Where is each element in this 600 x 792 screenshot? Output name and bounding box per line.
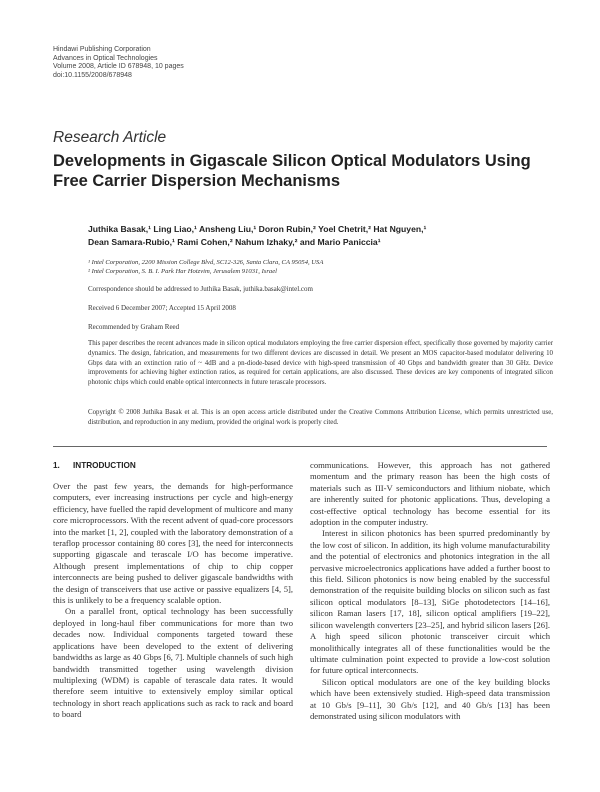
- article-type: Research Article: [53, 129, 167, 146]
- authors-line-1: Juthika Basak,¹ Ling Liao,¹ Ansheng Liu,¹ Doron Rubin,² Yoel Chetrit,² Hat Nguyen,¹: [88, 224, 427, 234]
- doi: doi:10.1155/2008/678948: [53, 71, 132, 79]
- affiliations: [88, 258, 323, 277]
- section-number: 1.: [53, 461, 60, 470]
- affiliation-1: ¹ Intel Corporation, 2200 Mission College Blvd, SC12-326, Santa Clara, CA 95054, USA: [88, 259, 324, 266]
- received-dates: Received 6 December 2007; Accepted 15 April 2008: [88, 304, 236, 312]
- copyright-notice: Copyright © 2008 Juthika Basak et al. This is an open access article distributed under the Creative Commons Attribution License, which permits unrestricted use, distribution, and reproduction in any medium, provided the original work is properly cited.: [88, 409, 553, 426]
- volume-info: Volume 2008, Article ID 678948, 10 pages: [53, 63, 184, 71]
- paragraph: Interest in silicon photonics has been spurred predominantly by the low cost of silicon. In addition, its high volume manufacturability and the potential of electronics and photonics integration in the all pervasive microelectronics applications have added a further boost to this field. Silicon photonics is now being enabled by the successful demonstration of the requisite building blocks on silicon such as fast silicon optical modulators [8–13], SiGe photodetectors [14–16], silicon Raman lasers [17, 18], silicon optical amplifiers [19–22], silicon wavelength converters [23–25], and hybrid silicon lasers [26]. A high speed silicon photonic transceiver circuit which monolithically integrates all of these functionalities would be the ultimate culmination point expected to provide a low-cost solution for future optical interconnects.: [310, 528, 550, 676]
- divider: [53, 446, 547, 447]
- correspondence: Correspondence should be addressed to Juthika Basak, juthika.basak@intel.com: [88, 285, 313, 293]
- journal-header: [53, 46, 184, 80]
- author-list: [88, 223, 528, 249]
- abstract: This paper describes the recent advances made in silicon optical modulators employing the free carrier dispersion effect, specifically those governed by majority carrier dynamics. The design, fabrication, and measurements for two different devices are discussed in detail. We present an MOS capacitor-based modulator delivering 10 Gbps data with an extinction ratio of ~ 4dB and a pn-diode-based device with high-speed transmission of 40 Gbps and bandwidth greater than 30 GHz. Device improvements for achieving higher extinction ratios, as required for certain applications, are also discussed. These devices are key components of integrated silicon photonic chips which could enable optical interconnects in future terascale processors.: [88, 340, 553, 387]
- journal-name: Advances in Optical Technologies: [53, 54, 158, 62]
- section-heading: [53, 461, 136, 470]
- paragraph: Silicon optical modulators are one of the key building blocks which have been extensively studied. High-speed data transmission at 10 Gb/s [9–11], 30 Gb/s [12], and 40 Gb/s [13] has been demonstrated using silicon modulators with: [310, 676, 550, 721]
- publisher: Hindawi Publishing Corporation: [53, 46, 151, 53]
- section-title: INTRODUCTION: [73, 461, 136, 470]
- paragraph: communications. However, this approach has not gathered momentum and the primary reason has been the high costs of materials such as III-V semiconductors and lithium niobate, which are inherently suited for photonic applications. Thus, developing a cost-effective optical technology has become essential for its adoption in the computer industry.: [310, 460, 550, 528]
- paragraph: Over the past few years, the demands for high-performance computers, ever increasing instructions per cycle and high-energy efficiency, have fuelled the rapid development of multicore and many core microprocessors. With the recent advent of quad-core processors into the market [1, 2], coupled with the laboratory demonstration of a teraflop processor containing 80 cores [3], the need for interconnects supporting gigascale and terascale I/O has become imperative. Although present implementations of chip to chip copper interconnects are being pushed to deliver gigascale bandwidths with the design of transceivers that use active or passive equalizers [4, 5], this is unlikely to be a frequency scalable option.: [53, 481, 293, 606]
- body-column-left: [53, 481, 293, 721]
- paragraph: On a parallel front, optical technology has been successfully deployed in long-haul fiber communications for more than two decades now. Individual components targeted toward these applications have been developed to the extent of delivering bandwidths as large as 40 Gbps [6, 7]. Multiple channels of such high bandwidth transmitted together using wavelength division multiplexing (WDM) is capable of terascale data rates. It would therefore seem intuitive to extensively employ similar optical technology in short reach applications such as rack to rack and board to board: [53, 606, 293, 720]
- paper-title: Developments in Gigascale Silicon Optical Modulators Using Free Carrier Dispersion Mechanisms: [53, 152, 531, 190]
- authors-line-2: Dean Samara-Rubio,¹ Rami Cohen,² Nahum Izhaky,² and Mario Paniccia¹: [88, 237, 381, 247]
- body-column-right: [310, 460, 550, 722]
- recommended-by: Recommended by Graham Reed: [88, 323, 180, 331]
- affiliation-2: ² Intel Corporation, S. B. I. Park Har Hotzvim, Jerusalem 91031, Israel: [88, 268, 277, 276]
